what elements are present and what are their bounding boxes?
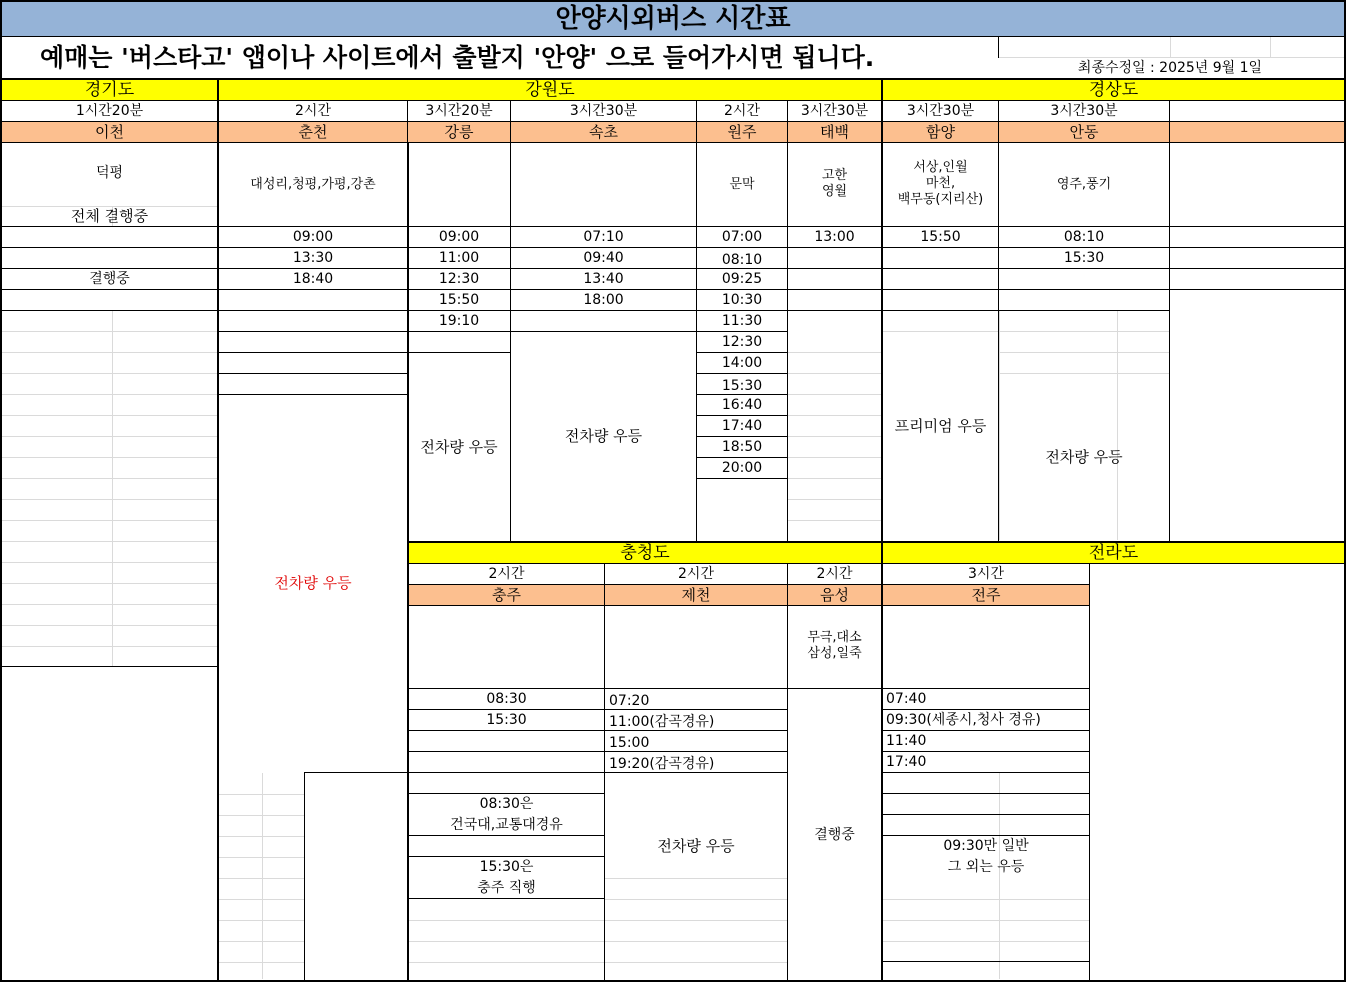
time-chungju: 08:30 [486, 691, 527, 707]
city-gangneung: 강릉 [408, 122, 510, 142]
duration-gangneung: 3시간20분 [425, 103, 493, 119]
gridline [787, 520, 881, 521]
city-wonju: 원주 [697, 122, 787, 142]
time-wonju: 11:30 [721, 313, 763, 329]
stops-hamyang-1: 서상,인월 [913, 160, 968, 175]
border [407, 730, 787, 731]
border [0, 121, 1346, 122]
border [883, 814, 1089, 815]
note-jeonju-1: 09:30만 일반 [943, 838, 1029, 854]
gridline [219, 794, 305, 795]
border [697, 373, 787, 374]
time-jecheon: 11:00(감곡경유) [609, 714, 715, 730]
gridline [219, 857, 305, 858]
border [0, 310, 1170, 311]
border [407, 793, 605, 794]
border [883, 793, 1089, 794]
border [697, 457, 787, 458]
gridline [408, 962, 604, 963]
duration-wonju: 2시간 [724, 103, 760, 119]
border [883, 730, 1089, 731]
gridline [2, 541, 217, 542]
gridline [2, 562, 217, 563]
time-jecheon: 19:20(감곡경유) [609, 756, 715, 772]
border [998, 36, 999, 58]
border [1089, 563, 1346, 564]
duration-chuncheon: 2시간 [295, 103, 331, 119]
gridline [262, 773, 263, 979]
time-wonju: 14:00 [721, 355, 763, 371]
border [407, 605, 1089, 606]
time-chungju: 15:30 [486, 712, 527, 728]
stops-eumseong-1: 무극,대소 [807, 630, 862, 645]
border [407, 688, 1089, 689]
stops-taebaek-1: 고한 [821, 168, 848, 183]
time-andong: 08:10 [1063, 229, 1105, 245]
border [998, 142, 999, 542]
stops-eumseong-2: 삼성,일죽 [807, 646, 862, 661]
border [219, 394, 407, 395]
gridline [605, 920, 787, 921]
gridline [883, 899, 1089, 900]
gridline [787, 457, 881, 458]
note-sokcho: 전차량 우등 [564, 427, 643, 445]
gridline [1170, 36, 1171, 58]
duration-andong: 3시간30분 [1050, 103, 1118, 119]
note-hamyang: 프리미엄 우등 [894, 417, 987, 435]
gridline [605, 878, 787, 879]
city-jecheon: 제천 [605, 585, 787, 605]
gridline [1270, 36, 1271, 58]
border [0, 666, 217, 667]
time-wonju: 17:40 [721, 418, 763, 434]
gridline [2, 583, 217, 584]
duration-jeonju: 3시간 [968, 566, 1004, 582]
city-jeonju: 전주 [883, 585, 1089, 605]
gridline [787, 436, 881, 437]
note-andong: 전차량 우등 [1045, 448, 1123, 466]
time-jeonju: 09:30(세종시,청사 경유) [886, 712, 1041, 728]
duration-chungju: 2시간 [488, 566, 525, 582]
time-jeonju: 07:40 [886, 691, 927, 707]
border [219, 352, 510, 353]
gridline [787, 373, 881, 374]
time-wonju: 07:00 [721, 229, 763, 245]
gridline [2, 457, 217, 458]
gridline [2, 625, 217, 626]
note-chungju-1: 08:30은 [479, 796, 534, 812]
time-taebaek: 13:00 [814, 229, 855, 245]
time-jecheon: 07:20 [609, 693, 650, 709]
gridline [999, 331, 1170, 332]
border [697, 352, 787, 353]
border [407, 772, 787, 773]
stops-wonju: 문막 [729, 176, 755, 192]
note-eumseong: 결행중 [814, 827, 855, 843]
border [0, 289, 1346, 290]
border [407, 898, 605, 899]
border [696, 142, 697, 542]
border [407, 541, 1346, 543]
time-andong: 15:30 [1063, 250, 1105, 266]
border [407, 563, 1089, 564]
time-chuncheon: 13:30 [292, 250, 334, 266]
city-sokcho: 속초 [511, 122, 696, 142]
border [883, 268, 1346, 269]
note-chuncheon: 전차량 우등 [274, 574, 352, 592]
border [407, 856, 605, 857]
gridline [883, 920, 1089, 921]
gridline [999, 310, 1000, 540]
time-jeonju: 17:40 [886, 754, 927, 770]
region-gyeongsang: 경상도 [883, 80, 1344, 100]
time-wonju: 12:30 [721, 334, 763, 350]
border [883, 961, 1089, 962]
gridline [787, 478, 881, 479]
city-hamyang: 함양 [883, 122, 998, 142]
time-jeonju: 11:40 [886, 733, 927, 749]
border [881, 80, 883, 980]
border [510, 100, 511, 143]
gridline [2, 604, 217, 605]
gridline [2, 415, 217, 416]
city-chungju: 충주 [409, 585, 604, 605]
border [787, 100, 788, 143]
border [883, 709, 1089, 710]
gridline [787, 415, 881, 416]
stops-hamyang-2: 마천, [925, 176, 956, 191]
border [0, 100, 1346, 101]
time-wonju: 08:10 [721, 252, 763, 268]
border [697, 331, 787, 332]
border [407, 835, 605, 836]
city-taebaek: 태백 [788, 122, 881, 142]
stops-hamyang-3: 백무동(지리산) [897, 192, 984, 207]
time-wonju: 10:30 [721, 292, 763, 308]
gridline [605, 941, 787, 942]
gridline [999, 352, 1170, 353]
border [407, 751, 787, 752]
city-empty [1170, 122, 1344, 142]
border [1169, 100, 1170, 143]
region-chungcheong: 충청도 [409, 543, 881, 563]
border [407, 100, 408, 143]
time-sokcho: 18:00 [583, 292, 624, 308]
gridline [219, 836, 305, 837]
time-gangneung: 12:30 [438, 271, 480, 287]
gridline [787, 352, 881, 353]
gridline [219, 920, 305, 921]
gridline [2, 331, 217, 332]
time-wonju: 09:25 [721, 271, 763, 287]
border [883, 772, 1089, 773]
note-chungju-4: 충주 직행 [477, 880, 536, 896]
border [883, 751, 1089, 752]
gridline [219, 962, 305, 963]
note-gangneung: 전차량 우등 [420, 438, 498, 456]
note-jecheon: 전차량 우등 [657, 837, 735, 855]
time-chuncheon: 09:00 [292, 229, 334, 245]
region-gangwon: 강원도 [219, 80, 881, 100]
last-updated: 최종수정일 : 2025년 9월 1일 [1077, 60, 1263, 76]
time-wonju: 20:00 [721, 460, 763, 476]
time-sokcho: 09:40 [583, 250, 624, 266]
gridline [219, 899, 305, 900]
gridline [787, 499, 881, 500]
border [0, 226, 1346, 227]
border [407, 584, 1089, 585]
duration-jecheon: 2시간 [678, 566, 714, 582]
gridline [112, 310, 113, 666]
border [697, 394, 787, 395]
border [510, 142, 511, 542]
time-gangneung: 19:10 [438, 313, 480, 329]
border [0, 78, 1346, 80]
note-chungju-2: 건국대,교통대경유 [450, 817, 563, 833]
duration-eumseong: 2시간 [816, 566, 853, 582]
gridline [219, 815, 305, 816]
page-title: 안양시외버스 시간표 [2, 2, 1344, 36]
time-hamyang: 15:50 [920, 229, 961, 245]
stops-taebaek-2: 영월 [821, 184, 848, 199]
time-jecheon: 15:00 [609, 735, 650, 751]
booking-notice: 예매는 '버스타고' 앱이나 사이트에서 출발지 '안양' 으로 들어가시면 됩니다. [40, 42, 875, 72]
border [697, 415, 787, 416]
duration-icheon: 1시간20분 [75, 103, 144, 119]
gridline [408, 941, 604, 942]
gridline [2, 436, 217, 437]
border [219, 373, 407, 374]
note-jeonju-2: 그 외는 우등 [947, 859, 1025, 875]
gridline [408, 920, 604, 921]
gridline [883, 941, 1089, 942]
stops-andong: 영주,풍기 [1056, 176, 1112, 192]
note-chungju-3: 15:30은 [479, 859, 534, 875]
gridline [1117, 310, 1118, 540]
border [0, 247, 1346, 248]
city-eumseong: 음성 [788, 585, 881, 605]
border [696, 100, 697, 143]
gridline [883, 331, 999, 332]
border [697, 478, 787, 479]
border [1169, 142, 1170, 542]
time-wonju: 15:30 [721, 378, 763, 394]
border [0, 0, 1346, 2]
border [998, 100, 999, 143]
gridline [2, 499, 217, 500]
duration-hamyang: 3시간30분 [906, 103, 975, 119]
border [219, 331, 697, 332]
region-jeolla: 전라도 [883, 543, 1344, 563]
border [697, 436, 787, 437]
time-sokcho: 13:40 [583, 271, 624, 287]
gridline [787, 394, 881, 395]
gridline [999, 373, 1170, 374]
gridline [2, 478, 217, 479]
gridline [219, 941, 305, 942]
time-wonju: 16:40 [721, 397, 763, 413]
gridline [2, 373, 217, 374]
border [0, 268, 881, 269]
time-gangneung: 11:00 [438, 250, 480, 266]
border [304, 772, 305, 980]
gridline [2, 394, 217, 395]
city-icheon: 이천 [2, 122, 217, 142]
time-gangneung: 15:50 [438, 292, 480, 308]
duration-sokcho: 3시간30분 [569, 103, 638, 119]
city-chuncheon: 춘천 [219, 122, 407, 142]
gridline [219, 878, 305, 879]
gridline [605, 899, 787, 900]
stops-icheon: 덕평 [95, 165, 124, 181]
gridline [2, 646, 217, 647]
border [787, 563, 788, 980]
duration-taebaek: 3시간30분 [800, 103, 869, 119]
border [883, 835, 1089, 836]
gridline [2, 352, 217, 353]
status-icheon: 전체 결행중 [70, 207, 149, 225]
border [217, 80, 219, 980]
time-chuncheon: 18:40 [292, 271, 334, 287]
region-gyeonggi: 경기도 [2, 80, 217, 100]
time-sokcho: 07:10 [583, 229, 624, 245]
border [407, 709, 787, 710]
city-andong: 안동 [999, 122, 1169, 142]
time-gangneung: 09:00 [438, 229, 480, 245]
status-icheon-suspended: 결행중 [89, 271, 130, 287]
time-wonju: 18:50 [721, 439, 763, 455]
gridline [605, 962, 787, 963]
border [787, 142, 788, 542]
gridline [2, 520, 217, 521]
border [0, 0, 2, 982]
border [0, 36, 1346, 37]
border [1089, 563, 1090, 980]
border [305, 772, 408, 773]
border [0, 142, 1346, 143]
stops-chuncheon: 대성리,청평,가평,강촌 [250, 176, 376, 192]
